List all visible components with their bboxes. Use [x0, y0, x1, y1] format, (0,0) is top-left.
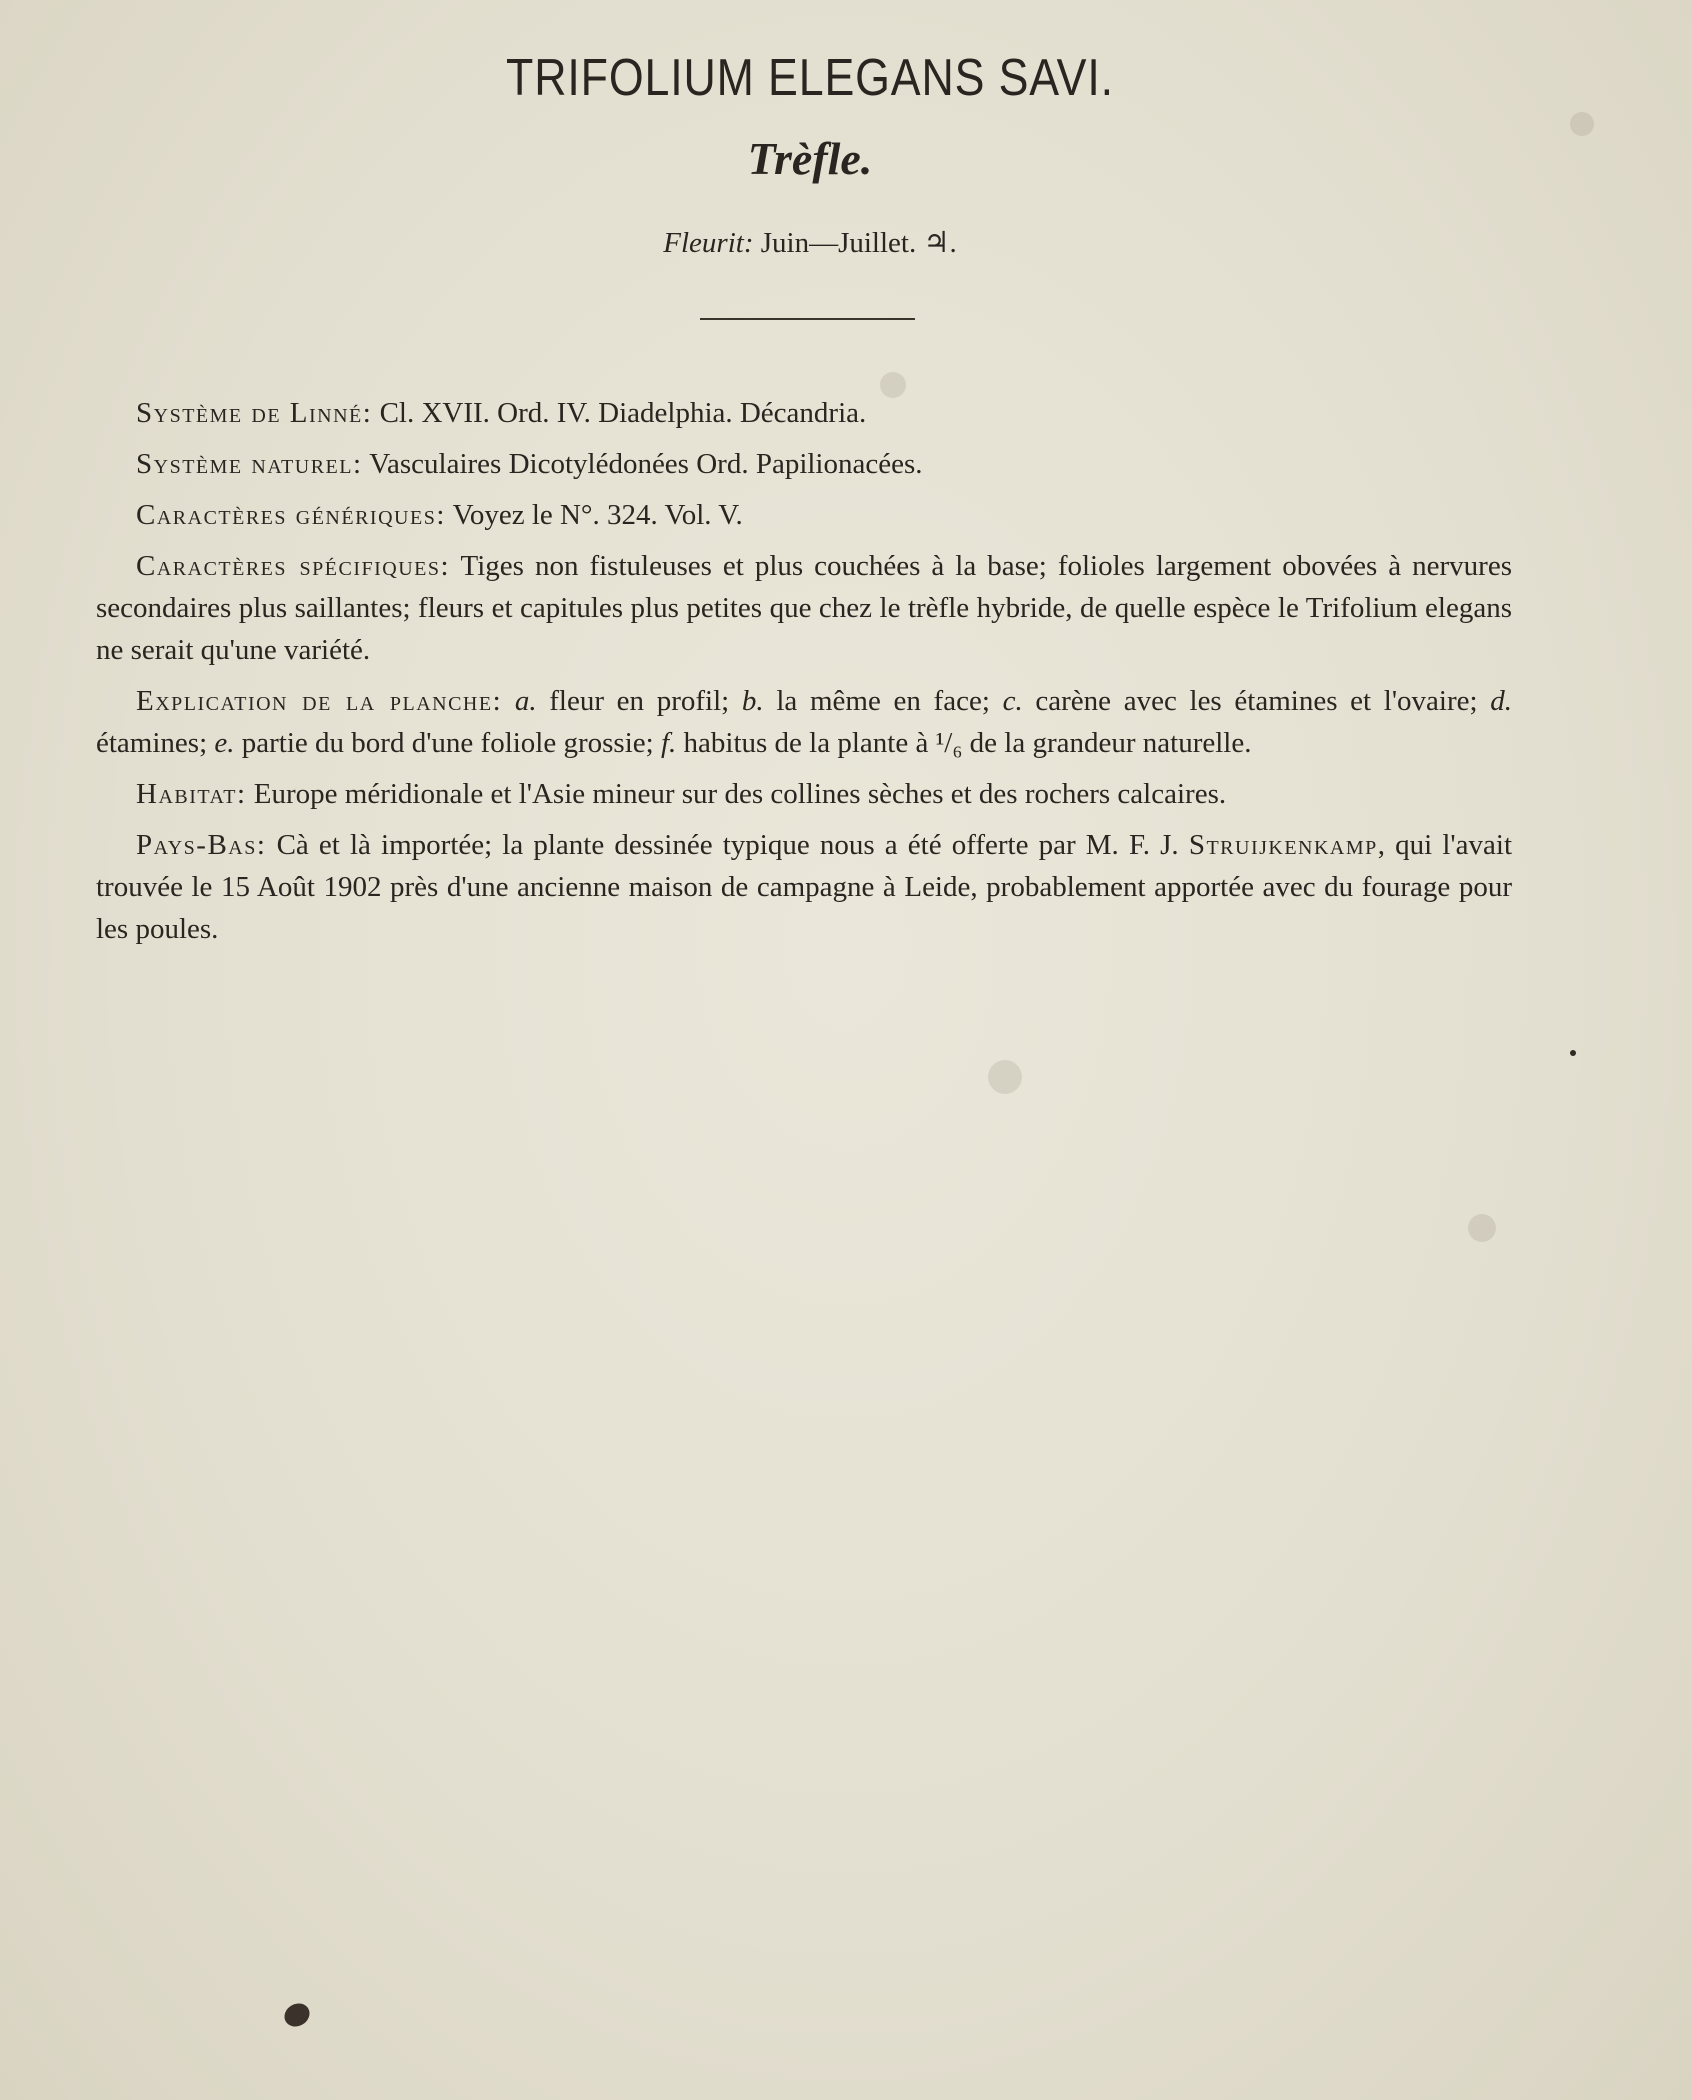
paragraph-text: carène avec les étamines et l'ovaire;	[1022, 685, 1491, 717]
paragraph-heading: Pays-Bas:	[136, 829, 267, 861]
divider-rule	[700, 318, 915, 320]
common-name: Trèfle.	[747, 133, 873, 184]
paragraph-heading: Explication de la planche:	[136, 685, 503, 717]
paragraph	[96, 773, 1512, 815]
paragraph-text: habitus de la plante à ¹/₆ de la grandeur naturelle.	[676, 727, 1252, 759]
figure-letter: d.	[1490, 685, 1512, 717]
paragraph-heading: Système de Linné:	[136, 397, 373, 429]
ink-spot	[280, 1999, 314, 2031]
flowering-period	[0, 225, 1620, 260]
paragraph-text	[502, 685, 515, 717]
paragraph-heading: Système naturel:	[136, 448, 363, 480]
paragraph-text: Voyez le N°. 324. Vol. V.	[445, 499, 743, 531]
figure-letter: e.	[214, 727, 235, 759]
paper-stain	[1468, 1214, 1496, 1242]
paragraph	[96, 680, 1512, 764]
paragraph-text: partie du bord d'une foliole grossie;	[234, 727, 661, 759]
person-name: Struijkenkamp	[1188, 829, 1378, 861]
paragraph	[96, 392, 1512, 434]
paragraph-text: , qui l'avait trouvée le 15 Août 1902 près d'une ancienne maison de campagne à Leide, probablement apportée avec du fourage pour les poules.	[96, 829, 1512, 945]
flowering-label: Fleurit:	[663, 227, 754, 259]
paragraph	[96, 494, 1512, 536]
paragraph-heading: Caractères spécifiques:	[136, 550, 451, 582]
figure-letter: b.	[741, 685, 764, 717]
paragraph-text: Europe méridionale et l'Asie mineur sur des collines sèches et des rochers calcaires.	[246, 778, 1227, 810]
figure-letter: c.	[1002, 685, 1023, 717]
paragraph-text: Tiges non fistuleuses et plus couchées à la base; folioles largement obovées à nervures secondaires plus saillantes; fleurs et capitules plus petites que chez le trèfle hybride, de quelle espèce le Trifolium elegans ne serait qu'une variété.	[96, 550, 1512, 666]
paragraph-text: étamines;	[96, 727, 215, 759]
paragraph	[96, 824, 1512, 950]
paragraph-text: fleur en profil;	[536, 685, 742, 717]
paragraph-text: Vasculaires Dicotylédonées Ord. Papilionacées.	[362, 448, 923, 480]
figure-letter: a.	[514, 685, 537, 717]
paragraph-heading: Caractères génériques:	[136, 499, 446, 531]
paragraph-text: Cl. XVII. Ord. IV. Diadelphia. Décandria.	[372, 397, 867, 429]
figure-letter: f.	[660, 727, 677, 759]
page-title: TRIFOLIUM ELEGANS SAVI.	[506, 49, 1114, 107]
ink-dot	[1570, 1050, 1576, 1056]
paragraph-text: la même en face;	[763, 685, 1003, 717]
paragraph	[96, 545, 1512, 671]
paragraph-text: Cà et là importée; la plante dessinée typique nous a été offerte par M. F. J.	[266, 829, 1189, 861]
paragraph	[96, 443, 1512, 485]
description-body	[96, 392, 1512, 959]
paragraph-heading: Habitat:	[136, 778, 247, 810]
paper-stain	[988, 1060, 1022, 1094]
flowering-value: Juin—Juillet. ♃.	[760, 227, 957, 259]
